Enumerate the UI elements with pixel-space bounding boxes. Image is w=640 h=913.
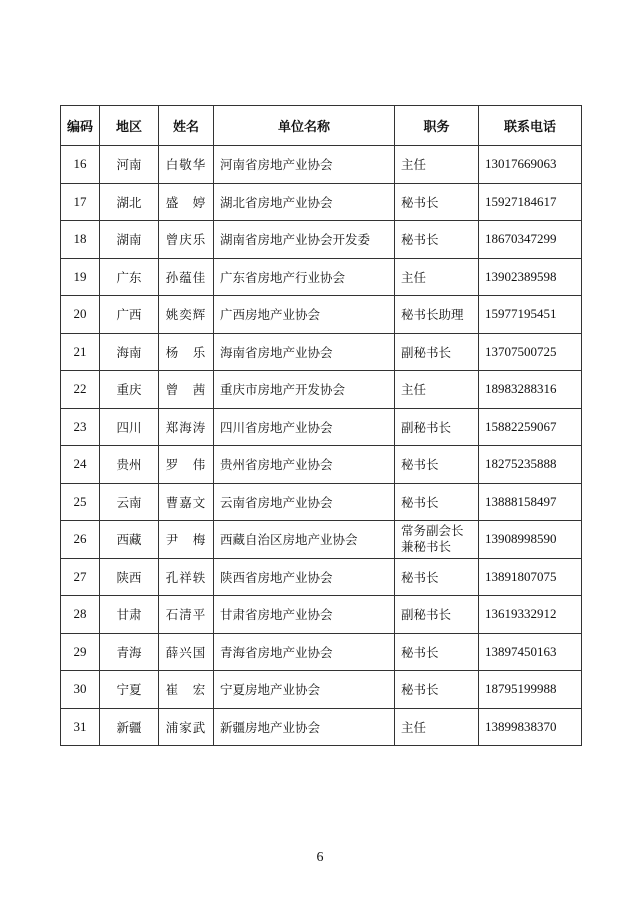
table-row	[61, 521, 582, 559]
cell-phone: 15927184617	[479, 183, 582, 221]
cell-number: 29	[61, 633, 100, 671]
cell-name: 杨 乐	[159, 333, 214, 371]
table-row	[61, 296, 582, 334]
cell-position: 秘书长	[395, 183, 479, 221]
header-phone: 联系电话	[479, 106, 582, 146]
cell-number: 23	[61, 408, 100, 446]
cell-position: 秘书长	[395, 633, 479, 671]
cell-region: 甘肃	[100, 596, 159, 634]
table-row	[61, 708, 582, 746]
table-row	[61, 446, 582, 484]
cell-position: 副秘书长	[395, 408, 479, 446]
cell-region: 贵州	[100, 446, 159, 484]
table-header-row	[61, 106, 582, 146]
cell-organization: 西藏自治区房地产业协会	[214, 521, 395, 559]
cell-position: 主任	[395, 371, 479, 409]
cell-name: 曾 茜	[159, 371, 214, 409]
cell-region: 四川	[100, 408, 159, 446]
table-row	[61, 333, 582, 371]
cell-position: 主任	[395, 258, 479, 296]
cell-region: 陕西	[100, 558, 159, 596]
header-region: 地区	[100, 106, 159, 146]
cell-organization: 湖北省房地产业协会	[214, 183, 395, 221]
cell-number: 24	[61, 446, 100, 484]
table-row	[61, 558, 582, 596]
cell-name: 孔祥轶	[159, 558, 214, 596]
cell-number: 27	[61, 558, 100, 596]
cell-region: 湖南	[100, 221, 159, 259]
cell-organization: 云南省房地产业协会	[214, 483, 395, 521]
table-row	[61, 483, 582, 521]
cell-name: 浦家武	[159, 708, 214, 746]
header-organization: 单位名称	[214, 106, 395, 146]
cell-number: 25	[61, 483, 100, 521]
table-row	[61, 633, 582, 671]
cell-region: 青海	[100, 633, 159, 671]
table-row	[61, 183, 582, 221]
cell-organization: 甘肃省房地产业协会	[214, 596, 395, 634]
cell-organization: 重庆市房地产开发协会	[214, 371, 395, 409]
header-number: 编码	[61, 106, 100, 146]
cell-phone: 13891807075	[479, 558, 582, 596]
cell-position	[395, 521, 479, 559]
cell-region: 西藏	[100, 521, 159, 559]
cell-number: 28	[61, 596, 100, 634]
cell-name: 崔 宏	[159, 671, 214, 709]
cell-name: 白敬华	[159, 146, 214, 184]
cell-number: 21	[61, 333, 100, 371]
cell-organization: 广东省房地产行业协会	[214, 258, 395, 296]
cell-region: 宁夏	[100, 671, 159, 709]
cell-organization: 贵州省房地产业协会	[214, 446, 395, 484]
cell-position: 主任	[395, 146, 479, 184]
cell-phone: 13908998590	[479, 521, 582, 559]
cell-phone: 13902389598	[479, 258, 582, 296]
cell-organization: 新疆房地产业协会	[214, 708, 395, 746]
cell-number: 26	[61, 521, 100, 559]
table-row	[61, 221, 582, 259]
cell-region: 湖北	[100, 183, 159, 221]
cell-region: 海南	[100, 333, 159, 371]
cell-phone: 13897450163	[479, 633, 582, 671]
cell-region: 重庆	[100, 371, 159, 409]
cell-name: 曾庆乐	[159, 221, 214, 259]
cell-phone: 13899838370	[479, 708, 582, 746]
cell-position: 秘书长	[395, 483, 479, 521]
cell-number: 18	[61, 221, 100, 259]
cell-region: 广西	[100, 296, 159, 334]
table-row	[61, 596, 582, 634]
cell-position: 秘书长	[395, 671, 479, 709]
cell-phone: 18275235888	[479, 446, 582, 484]
header-position: 职务	[395, 106, 479, 146]
cell-number: 22	[61, 371, 100, 409]
cell-number: 19	[61, 258, 100, 296]
cell-organization: 四川省房地产业协会	[214, 408, 395, 446]
cell-number: 30	[61, 671, 100, 709]
table-row	[61, 371, 582, 409]
cell-number: 16	[61, 146, 100, 184]
cell-name: 石清平	[159, 596, 214, 634]
cell-organization: 海南省房地产业协会	[214, 333, 395, 371]
cell-phone: 18983288316	[479, 371, 582, 409]
cell-phone: 13017669063	[479, 146, 582, 184]
cell-region: 云南	[100, 483, 159, 521]
cell-position: 副秘书长	[395, 596, 479, 634]
table-row	[61, 671, 582, 709]
cell-position: 主任	[395, 708, 479, 746]
cell-organization: 湖南省房地产业协会开发委	[214, 221, 395, 259]
cell-position: 副秘书长	[395, 333, 479, 371]
table-row	[61, 408, 582, 446]
cell-phone: 18670347299	[479, 221, 582, 259]
cell-phone: 13707500725	[479, 333, 582, 371]
cell-name: 曹嘉文	[159, 483, 214, 521]
cell-organization: 青海省房地产业协会	[214, 633, 395, 671]
cell-name: 姚奕辉	[159, 296, 214, 334]
cell-phone: 18795199988	[479, 671, 582, 709]
cell-position: 秘书长	[395, 221, 479, 259]
cell-number: 31	[61, 708, 100, 746]
cell-number: 20	[61, 296, 100, 334]
cell-name: 薛兴国	[159, 633, 214, 671]
cell-name: 盛 婷	[159, 183, 214, 221]
cell-phone: 13619332912	[479, 596, 582, 634]
cell-organization: 河南省房地产业协会	[214, 146, 395, 184]
cell-position: 秘书长助理	[395, 296, 479, 334]
cell-region: 新疆	[100, 708, 159, 746]
cell-phone: 15977195451	[479, 296, 582, 334]
cell-name: 尹 梅	[159, 521, 214, 559]
cell-number: 17	[61, 183, 100, 221]
header-name: 姓名	[159, 106, 214, 146]
cell-organization: 广西房地产业协会	[214, 296, 395, 334]
cell-position: 秘书长	[395, 446, 479, 484]
position-line: 常务副会长	[401, 523, 464, 539]
table-row	[61, 146, 582, 184]
cell-organization: 宁夏房地产业协会	[214, 671, 395, 709]
page-number: 6	[316, 850, 324, 865]
cell-region: 河南	[100, 146, 159, 184]
cell-phone: 15882259067	[479, 408, 582, 446]
cell-phone: 13888158497	[479, 483, 582, 521]
cell-name: 罗 伟	[159, 446, 214, 484]
cell-organization: 陕西省房地产业协会	[214, 558, 395, 596]
cell-region: 广东	[100, 258, 159, 296]
cell-position: 秘书长	[395, 558, 479, 596]
contact-table	[60, 105, 582, 746]
table-row	[61, 258, 582, 296]
position-line: 兼秘书长	[401, 539, 452, 555]
cell-name: 孙蕴佳	[159, 258, 214, 296]
cell-name: 郑海涛	[159, 408, 214, 446]
